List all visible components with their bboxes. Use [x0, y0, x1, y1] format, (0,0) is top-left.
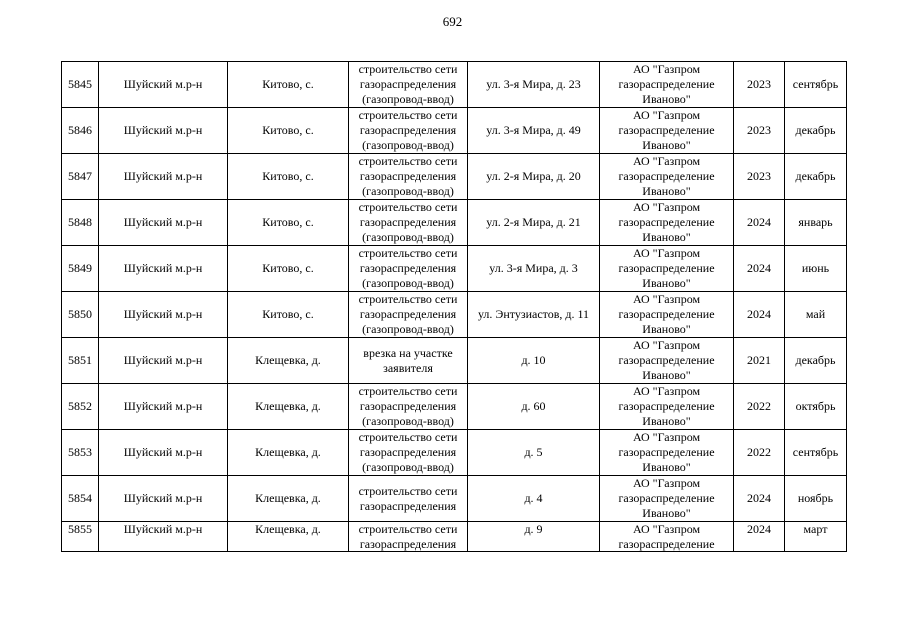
cell-work-text: строительство сети газораспределения (газопровод-ввод): [358, 108, 458, 152]
cell-address: [468, 476, 600, 522]
cell-address-text: ул. 2-я Мира, д. 20: [486, 169, 581, 183]
cell-org-text: АО "Газпром газораспределение Иваново": [618, 200, 715, 244]
cell-settlement: [228, 522, 349, 552]
cell-month: [785, 154, 847, 200]
table-row: [62, 430, 847, 476]
cell-num: [62, 108, 99, 154]
table-body: [62, 62, 847, 552]
cell-address-text: ул. 2-я Мира, д. 21: [486, 215, 581, 229]
cell-district-text: Шуйский м.р-н: [123, 77, 203, 91]
cell-district: [99, 292, 228, 338]
cell-address: [468, 200, 600, 246]
cell-num-text: 5853: [68, 445, 92, 459]
cell-settlement-text: Клещевка, д.: [255, 491, 321, 505]
cell-district: [99, 108, 228, 154]
cell-year-text: 2022: [747, 399, 771, 413]
cell-settlement: [228, 292, 349, 338]
cell-settlement-text: Китово, с.: [262, 169, 314, 183]
cell-address: [468, 154, 600, 200]
cell-district-text: Шуйский м.р-н: [123, 522, 203, 536]
cell-org: [600, 200, 734, 246]
cell-address-text: д. 60: [521, 399, 546, 413]
cell-district: [99, 200, 228, 246]
cell-year-text: 2023: [747, 123, 771, 137]
cell-num-text: 5849: [68, 261, 92, 275]
cell-work-text: строительство сети газораспределения (газопровод-ввод): [358, 246, 458, 290]
cell-month: [785, 108, 847, 154]
cell-org: [600, 338, 734, 384]
cell-year: [734, 522, 785, 552]
cell-year: [734, 338, 785, 384]
cell-work: [349, 108, 468, 154]
cell-address-text: д. 5: [524, 445, 543, 459]
cell-num: [62, 430, 99, 476]
cell-year: [734, 476, 785, 522]
cell-year-text: 2024: [747, 261, 771, 275]
cell-num: [62, 522, 99, 552]
cell-month-text: ноябрь: [797, 491, 834, 505]
cell-org-text: АО "Газпром газораспределение Иваново": [618, 62, 715, 106]
cell-district-text: Шуйский м.р-н: [123, 491, 203, 505]
cell-num: [62, 154, 99, 200]
cell-month: [785, 522, 847, 552]
cell-work: [349, 384, 468, 430]
cell-address: [468, 338, 600, 384]
cell-year-text: 2023: [747, 77, 771, 91]
cell-address: [468, 292, 600, 338]
cell-month: [785, 384, 847, 430]
cell-org: [600, 476, 734, 522]
cell-month-text: октябрь: [795, 399, 836, 413]
cell-num: [62, 200, 99, 246]
cell-month-text: сентябрь: [792, 445, 839, 459]
cell-org-text: АО "Газпром газораспределение Иваново": [618, 430, 715, 474]
cell-district: [99, 430, 228, 476]
cell-num: [62, 62, 99, 108]
cell-num: [62, 384, 99, 430]
cell-work-text: строительство сети газораспределения (газопровод-ввод): [358, 154, 458, 198]
cell-org: [600, 62, 734, 108]
cell-address: [468, 522, 600, 552]
cell-work-text: строительство сети газораспределения (газопровод-ввод): [358, 200, 458, 244]
cell-address: [468, 108, 600, 154]
table-row: [62, 338, 847, 384]
gas-connection-table: [61, 61, 847, 552]
cell-settlement-text: Китово, с.: [262, 215, 314, 229]
cell-org-text: АО "Газпром газораспределение Иваново": [618, 108, 715, 152]
table-row: [62, 246, 847, 292]
table-row: [62, 108, 847, 154]
cell-month: [785, 292, 847, 338]
cell-settlement-text: Китово, с.: [262, 77, 314, 91]
cell-org-text: АО "Газпром газораспределение Иваново": [618, 292, 715, 336]
cell-work-text: строительство сети газораспределения (газопровод-ввод): [358, 292, 458, 336]
table-row: [62, 522, 847, 552]
cell-org: [600, 384, 734, 430]
cell-settlement: [228, 200, 349, 246]
cell-org: [600, 292, 734, 338]
cell-year: [734, 430, 785, 476]
cell-num-text: 5852: [68, 399, 92, 413]
cell-district-text: Шуйский м.р-н: [123, 261, 203, 275]
cell-settlement: [228, 108, 349, 154]
cell-settlement-text: Китово, с.: [262, 261, 314, 275]
cell-work: [349, 154, 468, 200]
cell-num-text: 5855: [68, 522, 92, 536]
cell-address: [468, 246, 600, 292]
cell-district: [99, 522, 228, 552]
cell-num: [62, 338, 99, 384]
cell-num-text: 5854: [68, 491, 92, 505]
table-row: [62, 200, 847, 246]
cell-month: [785, 62, 847, 108]
table-row: [62, 292, 847, 338]
cell-settlement: [228, 154, 349, 200]
cell-num-text: 5848: [68, 215, 92, 229]
cell-address-text: д. 4: [524, 491, 543, 505]
cell-month: [785, 430, 847, 476]
cell-address: [468, 384, 600, 430]
cell-year-text: 2024: [747, 491, 771, 505]
table-row: [62, 476, 847, 522]
cell-work: [349, 246, 468, 292]
cell-settlement: [228, 338, 349, 384]
cell-year: [734, 246, 785, 292]
cell-settlement: [228, 246, 349, 292]
cell-org-text: АО "Газпром газораспределение Иваново": [618, 384, 715, 428]
cell-year-text: 2024: [747, 307, 771, 321]
cell-district: [99, 62, 228, 108]
cell-work: [349, 62, 468, 108]
cell-work-text: строительство сети газораспределения: [358, 522, 458, 551]
cell-district-text: Шуйский м.р-н: [123, 123, 203, 137]
cell-org-text: АО "Газпром газораспределение Иваново": [618, 476, 715, 520]
cell-year-text: 2024: [747, 215, 771, 229]
cell-address: [468, 430, 600, 476]
cell-work-text: строительство сети газораспределения (газопровод-ввод): [358, 384, 458, 428]
cell-month-text: декабрь: [795, 123, 836, 137]
cell-work: [349, 338, 468, 384]
cell-settlement: [228, 476, 349, 522]
cell-num-text: 5846: [68, 123, 92, 137]
cell-address-text: ул. 3-я Мира, д. 23: [486, 77, 581, 91]
table-row: [62, 154, 847, 200]
cell-district-text: Шуйский м.р-н: [123, 169, 203, 183]
cell-work: [349, 200, 468, 246]
cell-month: [785, 246, 847, 292]
cell-work-text: врезка на участке заявителя: [363, 345, 453, 375]
cell-settlement-text: Клещевка, д.: [255, 522, 321, 536]
cell-year: [734, 292, 785, 338]
cell-month: [785, 338, 847, 384]
table-row: [62, 62, 847, 108]
cell-num: [62, 246, 99, 292]
cell-district: [99, 246, 228, 292]
cell-settlement-text: Клещевка, д.: [255, 353, 321, 367]
cell-month-text: июнь: [801, 261, 830, 275]
cell-year-text: 2021: [747, 353, 771, 367]
cell-district: [99, 154, 228, 200]
cell-work: [349, 292, 468, 338]
cell-num-text: 5847: [68, 169, 92, 183]
cell-month: [785, 200, 847, 246]
cell-num-text: 5845: [68, 77, 92, 91]
cell-settlement-text: Китово, с.: [262, 307, 314, 321]
cell-address-text: ул. 3-я Мира, д. 49: [486, 123, 581, 137]
cell-settlement: [228, 430, 349, 476]
cell-year: [734, 200, 785, 246]
cell-org: [600, 246, 734, 292]
cell-district-text: Шуйский м.р-н: [123, 445, 203, 459]
cell-org: [600, 108, 734, 154]
cell-address: [468, 62, 600, 108]
cell-settlement-text: Клещевка, д.: [255, 399, 321, 413]
cell-month-text: сентябрь: [792, 77, 839, 91]
cell-month: [785, 476, 847, 522]
cell-org: [600, 154, 734, 200]
cell-address-text: д. 10: [521, 353, 546, 367]
cell-year: [734, 154, 785, 200]
cell-org: [600, 522, 734, 552]
cell-district: [99, 384, 228, 430]
cell-work: [349, 476, 468, 522]
cell-month-text: декабрь: [795, 169, 836, 183]
cell-district: [99, 338, 228, 384]
cell-year: [734, 384, 785, 430]
cell-district-text: Шуйский м.р-н: [123, 399, 203, 413]
cell-settlement-text: Клещевка, д.: [255, 445, 321, 459]
cell-num-text: 5851: [68, 353, 92, 367]
cell-district-text: Шуйский м.р-н: [123, 215, 203, 229]
cell-address-text: д. 9: [524, 522, 543, 536]
cell-settlement: [228, 384, 349, 430]
cell-num: [62, 292, 99, 338]
cell-year: [734, 108, 785, 154]
cell-month-text: январь: [798, 215, 833, 229]
table-row: [62, 384, 847, 430]
cell-year-text: 2023: [747, 169, 771, 183]
cell-num-text: 5850: [68, 307, 92, 321]
cell-work: [349, 430, 468, 476]
cell-settlement-text: Китово, с.: [262, 123, 314, 137]
page-number: 692: [442, 14, 463, 29]
cell-address-text: ул. 3-я Мира, д. 3: [489, 261, 578, 275]
cell-org-text: АО "Газпром газораспределение: [618, 522, 715, 551]
cell-district: [99, 476, 228, 522]
cell-num: [62, 476, 99, 522]
cell-month-text: март: [803, 522, 828, 536]
cell-org: [600, 430, 734, 476]
cell-year-text: 2022: [747, 445, 771, 459]
cell-month-text: декабрь: [795, 353, 836, 367]
cell-work-text: строительство сети газораспределения (газопровод-ввод): [358, 62, 458, 106]
cell-work-text: строительство сети газораспределения (газопровод-ввод): [358, 430, 458, 474]
cell-address-text: ул. Энтузиастов, д. 11: [477, 307, 590, 321]
cell-work-text: строительство сети газораспределения: [358, 483, 458, 513]
cell-work: [349, 522, 468, 552]
cell-settlement: [228, 62, 349, 108]
cell-year: [734, 62, 785, 108]
cell-org-text: АО "Газпром газораспределение Иваново": [618, 246, 715, 290]
cell-year-text: 2024: [747, 522, 771, 536]
cell-org-text: АО "Газпром газораспределение Иваново": [618, 154, 715, 198]
cell-district-text: Шуйский м.р-н: [123, 353, 203, 367]
cell-org-text: АО "Газпром газораспределение Иваново": [618, 338, 715, 382]
cell-district-text: Шуйский м.р-н: [123, 307, 203, 321]
cell-month-text: май: [805, 307, 826, 321]
